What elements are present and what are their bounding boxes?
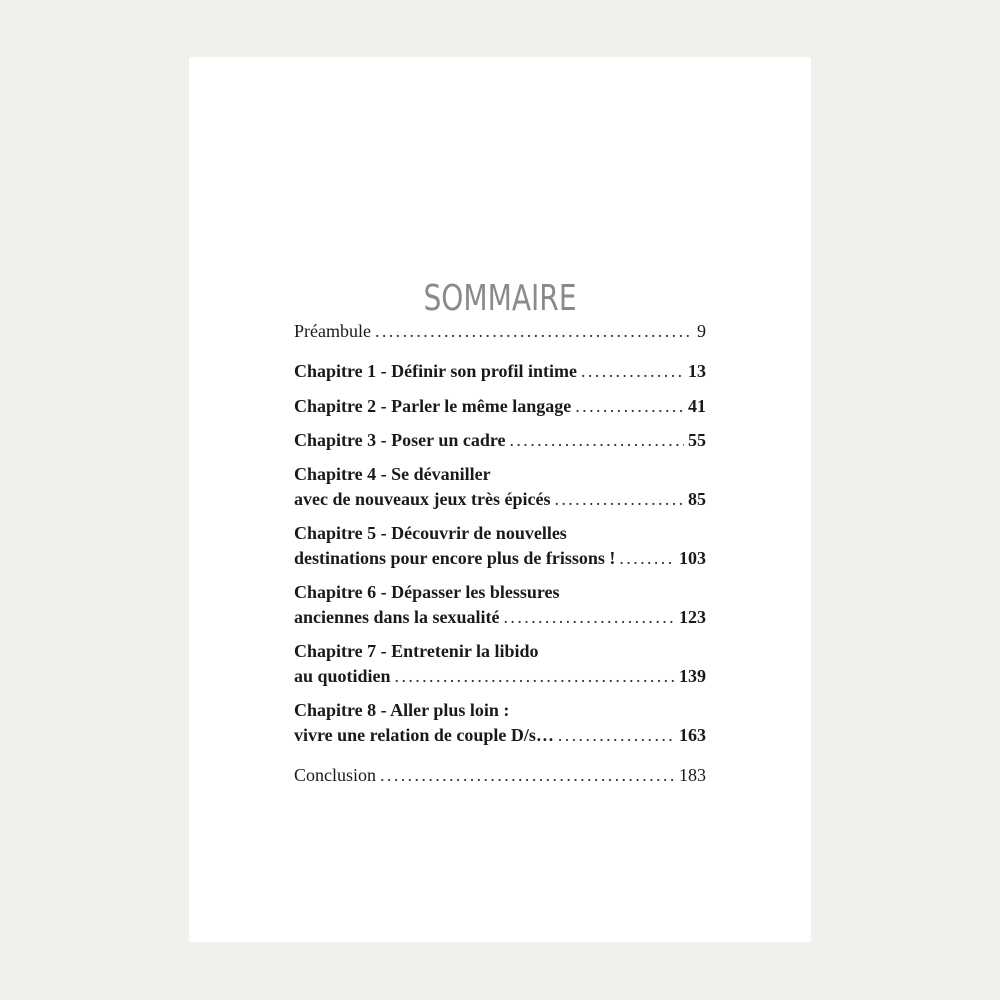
- toc-entry-page: 41: [688, 396, 706, 416]
- toc-entry-page: 183: [679, 765, 706, 785]
- toc-entry-preambule: [294, 319, 706, 343]
- toc-entry-conclusion: [294, 763, 706, 787]
- toc-entry-chapter-1: [294, 359, 706, 383]
- dot-leader: [558, 723, 675, 747]
- toc-entry-label: Conclusion: [294, 765, 377, 785]
- toc-entry-label-continued: au quotidien: [294, 666, 391, 686]
- toc-entry-page: 13: [688, 361, 706, 381]
- toc-entry-chapter-6-line-2: [294, 605, 706, 629]
- dot-leader: [504, 605, 675, 629]
- dot-leader: [581, 359, 684, 383]
- toc-entry-page: 123: [679, 607, 706, 627]
- toc-entry-label: Chapitre 2 - Parler le même langage: [294, 396, 572, 416]
- toc-entry-label-continued: destinations pour encore plus de frissons !: [294, 548, 616, 568]
- dot-leader: [395, 664, 675, 688]
- toc-entry-page: 85: [688, 489, 706, 509]
- toc-entry-chapter-5-line-2: [294, 546, 706, 570]
- toc-entry-label: Chapitre 7 - Entretenir la libido: [294, 641, 539, 661]
- toc-entry-page: 9: [697, 321, 706, 341]
- toc-entry-chapter-6-line-1: [294, 580, 706, 604]
- toc-entry-label: Chapitre 3 - Poser un cadre: [294, 430, 506, 450]
- toc-entry-page: 103: [679, 548, 706, 568]
- toc-entry-chapter-4-line-2: [294, 487, 706, 511]
- table-of-contents: [189, 57, 811, 942]
- toc-entry-chapter-7-line-2: [294, 664, 706, 688]
- toc-entry-page: 139: [679, 666, 706, 686]
- dot-leader: [380, 763, 675, 787]
- toc-entry-label: Chapitre 4 - Se dévaniller: [294, 464, 491, 484]
- page-title: SOMMAIRE: [423, 278, 577, 319]
- toc-entry-label: Chapitre 5 - Découvrir de nouvelles: [294, 523, 567, 543]
- dot-leader: [554, 487, 684, 511]
- toc-entry-label: Chapitre 6 - Dépasser les blessures: [294, 582, 560, 602]
- toc-entry-chapter-5-line-1: [294, 521, 706, 545]
- dot-leader: [375, 319, 693, 343]
- toc-entry-chapter-3: [294, 428, 706, 452]
- toc-entry-chapter-7-line-1: [294, 639, 706, 663]
- toc-entry-chapter-8-line-2: [294, 723, 706, 747]
- toc-entry-chapter-2: [294, 394, 706, 418]
- toc-entry-label: Chapitre 1 - Définir son profil intime: [294, 361, 577, 381]
- dot-leader: [575, 394, 684, 418]
- toc-entry-chapter-4-line-1: [294, 462, 706, 486]
- toc-entry-chapter-8-line-1: [294, 698, 706, 722]
- dot-leader: [619, 546, 675, 570]
- dot-leader: [510, 428, 685, 452]
- toc-entry-label-continued: vivre une relation de couple D/s…: [294, 725, 554, 745]
- toc-entry-label-continued: anciennes dans la sexualité: [294, 607, 500, 627]
- toc-entry-label-continued: avec de nouveaux jeux très épicés: [294, 489, 551, 509]
- book-page: [189, 57, 811, 942]
- toc-entry-label: Chapitre 8 - Aller plus loin :: [294, 700, 510, 720]
- toc-entry-label: Préambule: [294, 321, 371, 341]
- toc-entry-page: 163: [679, 725, 706, 745]
- toc-entry-page: 55: [688, 430, 706, 450]
